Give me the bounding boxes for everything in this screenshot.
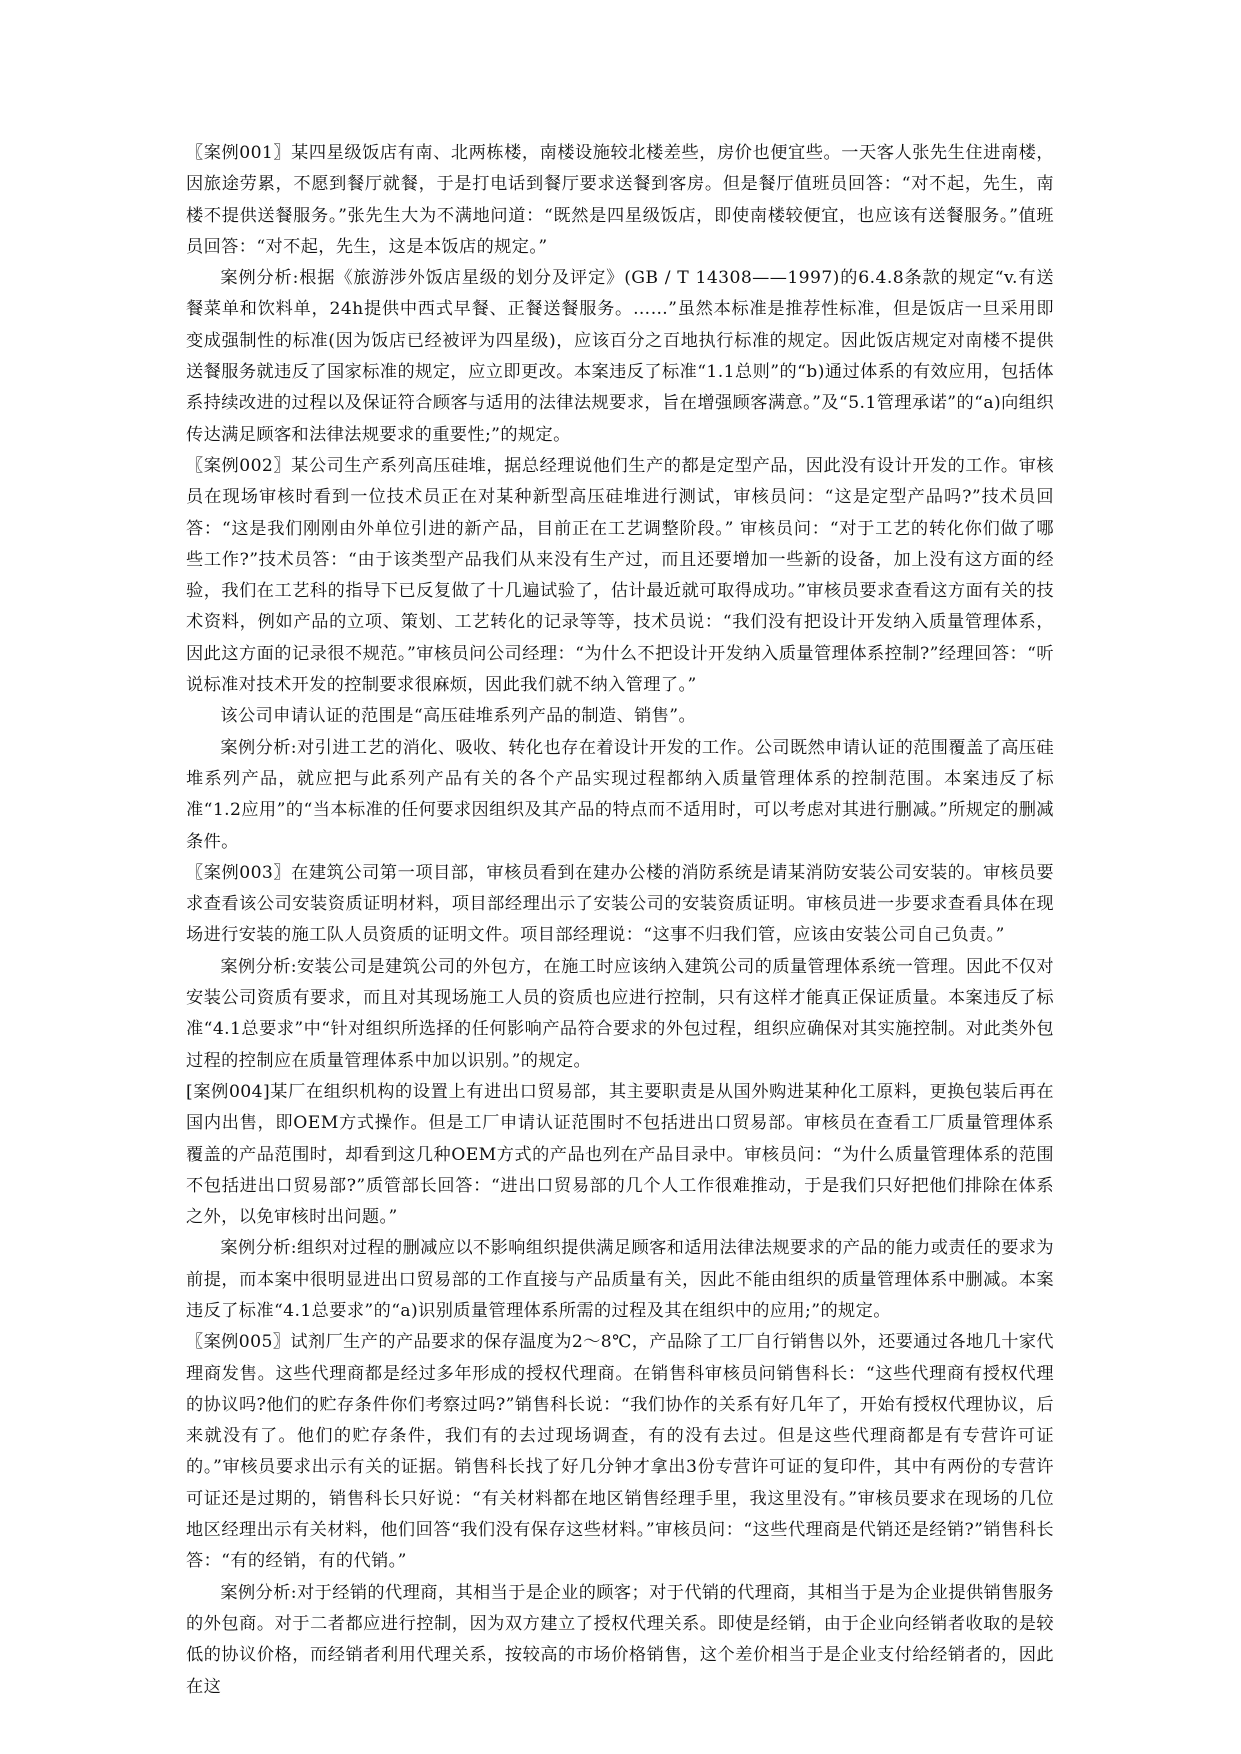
case-003-paragraph: 〖案例003〗在建筑公司第一项目部，审核员看到在建办公楼的消防系统是请某消防安装公司安装的。审核员要求查看该公司安装资质证明材料，项目部经理出示了安装公司的安装资质证明。审核员进一步要求查看具体在现场进行安装的施工队人员资质的证明文件。项目部经理说：“这事不归我们管，应该由安装公司自己负责。” bbox=[186, 862, 1054, 946]
case-003-analysis-paragraph: 案例分析:安装公司是建筑公司的外包方，在施工时应该纳入建筑公司的质量管理体系统一管理。因此不仅对安装公司资质有要求，而且对其现场施工人员的资质也应进行控制，只有这样才能真正保证质量。本案违反了标准“4.1总要求”中“针对组织所选择的任何影响产品符合要求的外包过程，组织应确保对其实施控制。对此类外包过程的控制应在质量管理体系中加以识别。”的规定。 bbox=[186, 956, 1054, 1071]
case-005-analysis-paragraph: 案例分析:对于经销的代理商，其相当于是企业的顾客；对于代销的代理商，其相当于是为企业提供销售服务的外包商。对于二者都应进行控制，因为双方建立了授权代理关系。即使是经销，由于企业向经销者收取的是较低的协议价格，而经销者利用代理关系，按较高的市场价格销售，这个差价相当于是企业支付给经销者的，因此在这 bbox=[186, 1582, 1054, 1697]
case-005-paragraph: 〖案例005〗试剂厂生产的产品要求的保存温度为2～8℃，产品除了工厂自行销售以外，还要通过各地几十家代理商发售。这些代理商都是经过多年形成的授权代理商。在销售科审核员问销售科长：“这些代理商有授权代理的协议吗?他们的贮存条件你们考察过吗?”销售科长说：“我们协作的关系有好几年了，开始有授权代理协议，后来就没有了。他们的贮存条件，我们有的去过现场调查，有的没有去过。但是这些代理商都是有专营许可证的。”审核员要求出示有关的证据。销售科长找了好几分钟才拿出3份专营许可证的复印件，其中有两份的专营许可证还是过期的，销售科长只好说：“有关材料都在地区销售经理手里，我这里没有。”审核员要求在现场的几位地区经理出示有关材料，他们回答“我们没有保存这些材料。”审核员问：“这些代理商是代销还是经销?”销售科长答：“有的经销，有的代销。” bbox=[186, 1332, 1054, 1572]
case-002-analysis-paragraph: 案例分析:对引进工艺的消化、吸收、转化也存在着设计开发的工作。公司既然申请认证的范围覆盖了高压硅堆系列产品，就应把与此系列产品有关的各个产品实现过程都纳入质量管理体系的控制范围。本案违反了标准“1.2应用”的“当本标准的任何要求因组织及其产品的特点而不适用时，可以考虑对其进行删减。”所规定的删减条件。 bbox=[186, 737, 1054, 852]
case-004-analysis-paragraph: 案例分析:组织对过程的删减应以不影响组织提供满足顾客和适用法律法规要求的产品的能力或责任的要求为前提，而本案中很明显进出口贸易部的工作直接与产品质量有关，因此不能由组织的质量管理体系中删减。本案违反了标准“4.1总要求”的“a)识别质量管理体系所需的过程及其在组织中的应用;”的规定。 bbox=[186, 1238, 1054, 1321]
case-002-scope-paragraph: 该公司申请认证的范围是“高压硅堆系列产品的制造、销售”。 bbox=[220, 706, 697, 727]
case-002-paragraph: 〖案例002〗某公司生产系列高压硅堆，据总经理说他们生产的都是定型产品，因此没有设计开发的工作。审核员在现场审核时看到一位技术员正在对某种新型高压硅堆进行测试，审核员问：“这是定型产品吗?”技术员回答：“这是我们刚刚由外单位引进的新产品，目前正在工艺调整阶段。” 审核员问：“对于工艺的转化你们做了哪些工作?”技术员答：“由于该类型产品我们从来没有生产过，而且还要增加一些新的设备，加上没有这方面的经验，我们在工艺科的指导下已反复做了十几遍试验了，估计最近就可取得成功。”审核员要求查看这方面有关的技术资料，例如产品的立项、策划、工艺转化的记录等等，技术员说：“我们没有把设计开发纳入质量管理体系，因此这方面的记录很不规范。”审核员问公司经理：“为什么不把设计开发纳入质量管理体系控制?”经理回答：“听说标准对技术开发的控制要求很麻烦，因此我们就不纳入管理了。” bbox=[186, 455, 1054, 696]
case-001-paragraph: 〖案例001〗某四星级饭店有南、北两栋楼，南楼设施较北楼差些，房价也便宜些。一天客人张先生住进南楼，因旅途劳累，不愿到餐厅就餐，于是打电话到餐厅要求送餐到客房。但是餐厅值班员回答：“对不起，先生，南楼不提供送餐服务。”张先生大为不满地问道：“既然是四星级饭店，即使南楼较便宜，也应该有送餐服务。”值班员回答：“对不起，先生，这是本饭店的规定。” bbox=[186, 143, 1054, 257]
document-page bbox=[186, 138, 1054, 1703]
case-001-analysis-paragraph: 案例分析:根据《旅游涉外饭店星级的划分及评定》(GB / T 14308——1997)的6.4.8条款的规定“v.有送餐菜单和饮料单，24h提供中西式早餐、正餐送餐服务。……”虽然本标准是推荐性标准，但是饭店一旦采用即变成强制性的标准(因为饭店已经被评为四星级)，应该百分之百地执行标准的规定。因此饭店规定对南楼不提供送餐服务就违反了国家标准的规定，应立即更改。本案违反了标准“1.1总则”的“b)通过体系的有效应用，包括体系持续改进的过程以及保证符合顾客与适用的法律法规要求，旨在增强顾客满意。”及“5.1管理承诺”的“a)向组织传达满足顾客和法律法规要求的重要性;”的规定。 bbox=[186, 268, 1054, 445]
case-004-paragraph: [案例004]某厂在组织机构的设置上有进出口贸易部，其主要职责是从国外购进某种化工原料，更换包装后再在国内出售，即OEM方式操作。但是工厂申请认证范围时不包括进出口贸易部。审核员在查看工厂质量管理体系覆盖的产品范围时，却看到这几种OEM方式的产品也列在产品目录中。审核员问：“为什么质量管理体系的范围不包括进出口贸易部?”质管部长回答：“进出口贸易部的几个人工作很难推动，于是我们只好把他们排除在体系之外，以免审核时出问题。” bbox=[186, 1081, 1054, 1228]
